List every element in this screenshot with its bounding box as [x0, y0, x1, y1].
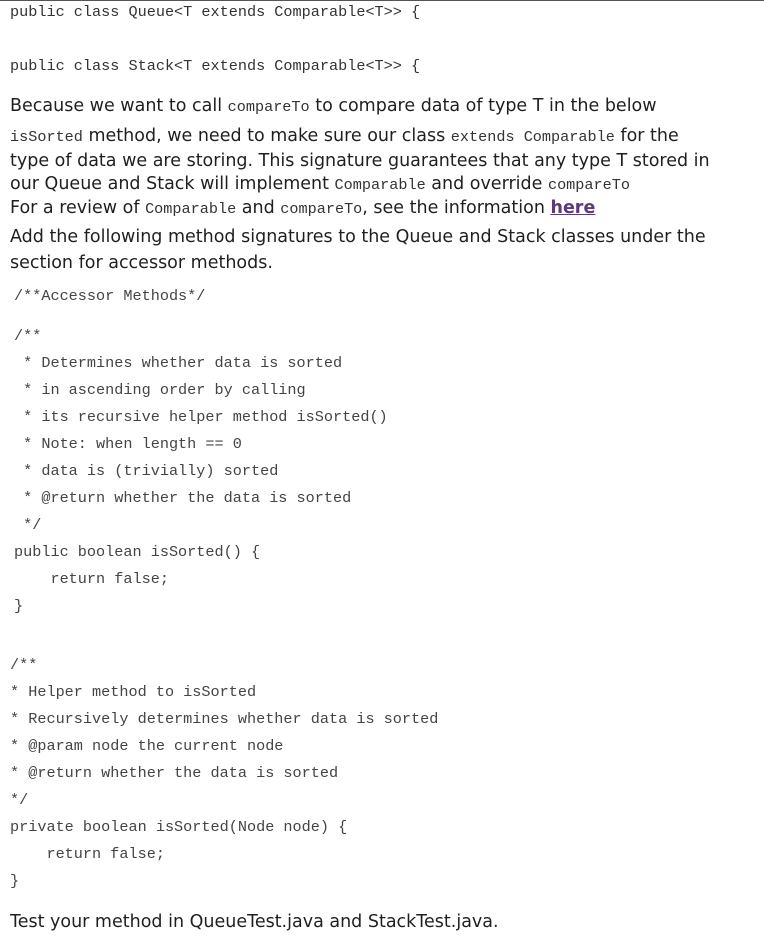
stack-class-signature: public class Stack<T extends Comparable<T>> { — [10, 57, 421, 75]
code-line: */ — [14, 516, 42, 534]
code-line: /** — [10, 656, 38, 674]
inline-code: isSorted — [10, 128, 83, 146]
text: , see the information — [362, 198, 551, 218]
inline-code: compareTo — [227, 98, 310, 116]
code-line: } — [14, 597, 24, 615]
test-instruction — [10, 912, 499, 932]
inline-code: compareTo — [547, 176, 630, 194]
text: and override — [425, 174, 548, 194]
explanation-line-2 — [10, 126, 679, 146]
code-line: * Determines whether data is sorted — [14, 354, 343, 372]
text: our Queue and Stack will implement — [10, 174, 335, 194]
code-line: * Note: when length == 0 — [14, 435, 242, 453]
instruction-line-1: Add the following method signatures to the Queue and Stack classes under the — [10, 227, 706, 247]
text: to compare data of type T in the below — [309, 96, 657, 116]
code-line: } — [10, 872, 20, 890]
queue-class-signature: public class Queue<T extends Comparable<T>> { — [10, 3, 421, 21]
inline-code: Comparable — [145, 200, 237, 218]
explanation-line-5 — [10, 198, 595, 218]
inline-code: Comparable — [334, 176, 426, 194]
explanation-line-3: type of data we are storing. This signature guarantees that any type T stored in — [10, 151, 710, 171]
code-line: * data is (trivially) sorted — [14, 462, 279, 480]
text: Because we want to call — [10, 96, 228, 116]
code-line: * Recursively determines whether data is sorted — [10, 710, 439, 728]
stack-test-filename: StackTest.java — [367, 912, 493, 932]
code-line: return false; — [14, 570, 169, 588]
text: . — [493, 912, 499, 932]
instruction-line-2: section for accessor methods. — [10, 253, 273, 273]
code-line: * Helper method to isSorted — [10, 683, 257, 701]
inline-code: extends Comparable — [450, 128, 615, 146]
accessor-methods-comment: /**Accessor Methods*/ — [14, 287, 206, 305]
code-line: * @return whether the data is sorted — [10, 764, 339, 782]
is-sorted-signature: public boolean isSorted() { — [14, 543, 261, 561]
explanation-line-4 — [10, 174, 630, 194]
code-line: * in ascending order by calling — [14, 381, 306, 399]
code-line: /** — [14, 327, 42, 345]
inline-code: compareTo — [280, 200, 363, 218]
text: for the — [614, 126, 679, 146]
text: and — [323, 912, 368, 932]
text: For a review of — [10, 198, 146, 218]
text: Test your method in — [10, 912, 190, 932]
code-line: * @return whether the data is sorted — [14, 489, 352, 507]
explanation-line-1 — [10, 96, 657, 116]
is-sorted-helper-signature: private boolean isSorted(Node node) { — [10, 818, 348, 836]
code-line: return false; — [10, 845, 165, 863]
code-line: * its recursive helper method isSorted() — [14, 408, 388, 426]
text: and — [236, 198, 281, 218]
top-divider — [0, 0, 764, 1]
text: method, we need to make sure our class — [82, 126, 451, 146]
queue-test-filename: QueueTest.java — [189, 912, 324, 932]
here-link[interactable]: here — [550, 198, 596, 218]
code-line: * @param node the current node — [10, 737, 284, 755]
code-line: */ — [10, 791, 29, 809]
